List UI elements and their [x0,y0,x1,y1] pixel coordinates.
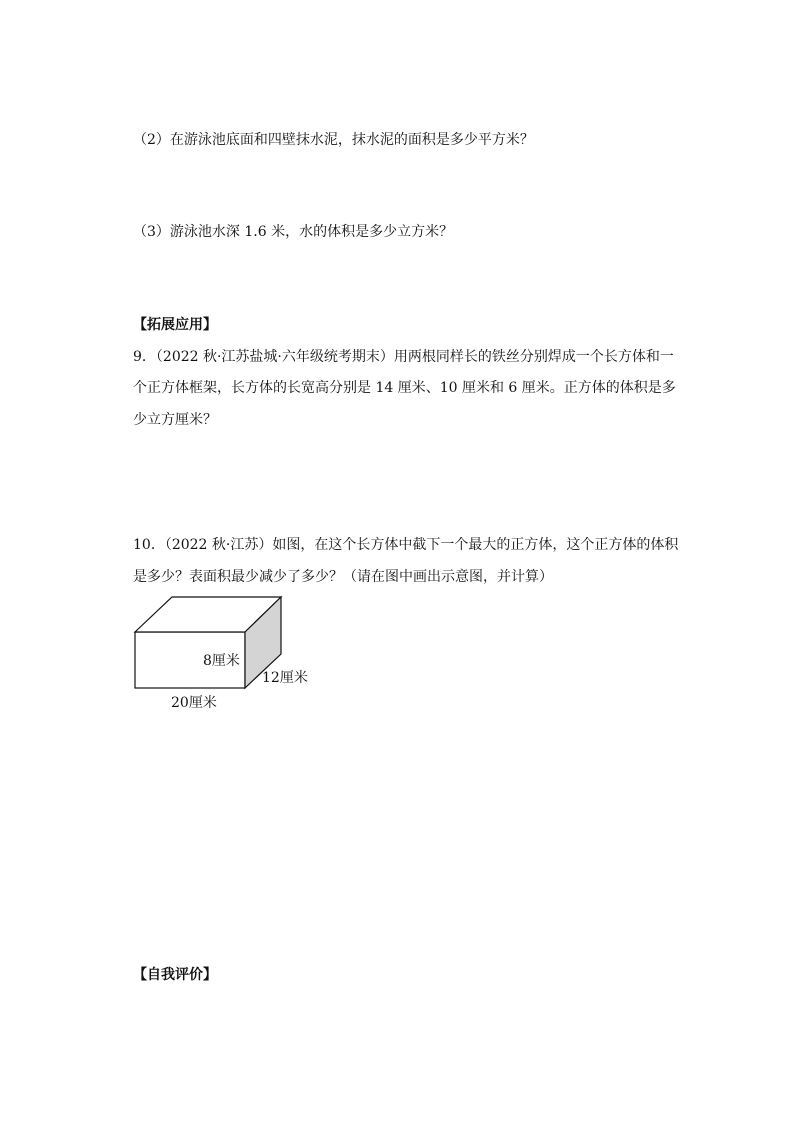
q9-line2: 个正方体框架，长方体的长宽高分别是 14 厘米、10 厘米和 6 厘米。正方体的体积是多 [133,380,676,396]
height-label: 8厘米 [203,653,240,669]
q8-sub3: （3）游泳池水深 1.6 米，水的体积是多少立方米？ [133,224,454,240]
length-label: 20厘米 [171,695,217,711]
q9-line1: 9．（2022 秋·江苏盐城·六年级统考期末）用两根同样长的铁丝分别焊成一个长方体和一 [133,349,674,365]
width-label: 12厘米 [262,670,308,686]
q10-line1: 10．（2022 秋·江苏）如图，在这个长方体中截下一个最大的正方体，这个正方体的体积 [133,537,679,553]
cuboid-figure [128,590,328,720]
q9-line3: 少立方厘米？ [133,412,217,428]
q10-line2: 是多少？表面积最少减少了多少？（请在图中画出示意图，并计算） [133,569,553,585]
cuboid-diagram [128,590,328,720]
section-title-self-eval: 【自我评价】 [133,967,217,983]
q8-sub2: （2）在游泳池底面和四壁抹水泥，抹水泥的面积是多少平方米？ [133,132,534,148]
section-title-extend: 【拓展应用】 [133,317,217,333]
